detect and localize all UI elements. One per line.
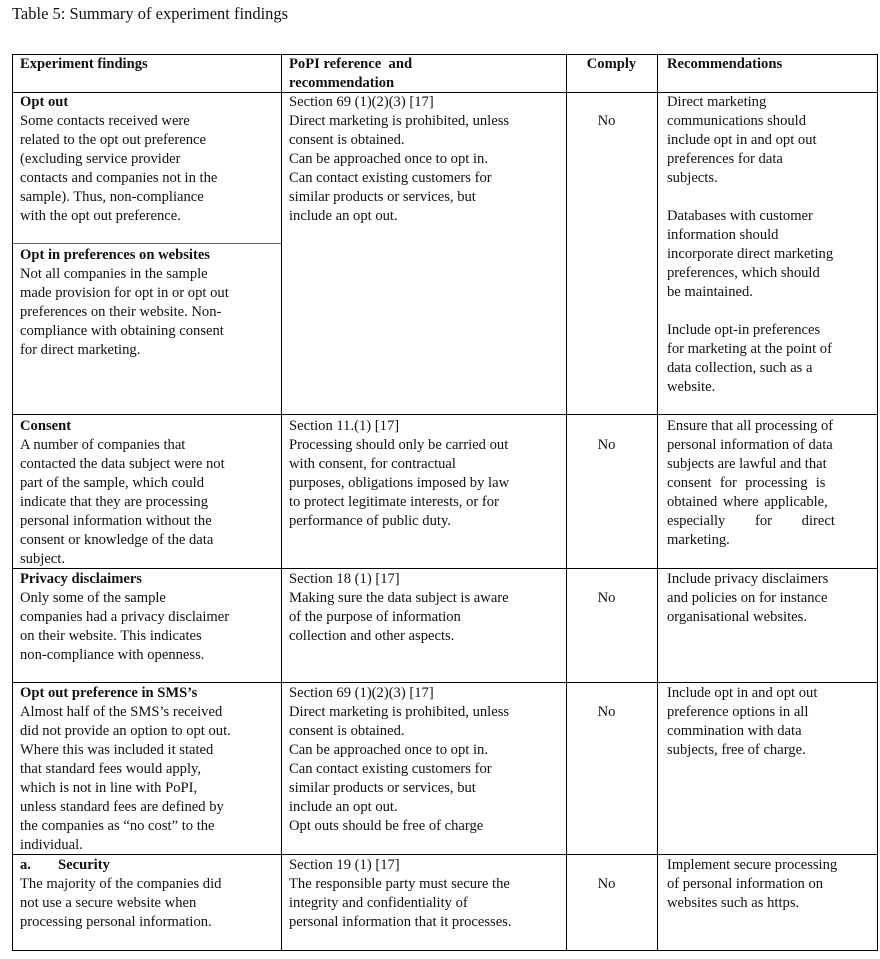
finding-line: that standard fees would apply,	[20, 761, 202, 777]
finding-line: for direct marketing.	[20, 342, 141, 358]
popi-line: similar products or services, but	[289, 780, 476, 796]
rec-line: especially for direct	[667, 513, 835, 529]
row-3-recommendations	[667, 570, 828, 627]
finding-line: (excluding service provider	[20, 151, 181, 167]
finding-line: the companies as “no cost” to the	[20, 818, 215, 834]
finding-line: companies had a privacy disclaimer	[20, 609, 230, 625]
popi-line: consent is obtained.	[289, 132, 405, 148]
finding-line: Almost half of the SMS’s received	[20, 704, 223, 720]
popi-section-ref: Section 69 (1)(2)(3) [17]	[289, 685, 434, 701]
rec-line: Implement secure processing	[667, 857, 838, 873]
popi-line: Direct marketing is prohibited, unless	[289, 113, 510, 129]
finding-line: indicate that they are processing	[20, 494, 209, 510]
finding-line: personal information without the	[20, 513, 212, 529]
row-4-recommendations	[667, 684, 817, 760]
finding-line: Where this was included it stated	[20, 742, 214, 758]
rec-line: of personal information on	[667, 876, 824, 892]
popi-section-ref: Section 19 (1) [17]	[289, 857, 400, 873]
popi-line: The responsible party must secure the	[289, 876, 510, 892]
col-divider-2	[566, 54, 567, 951]
finding-list-marker: a.	[20, 857, 31, 873]
finding-title: Consent	[20, 418, 72, 434]
row-3-comply: No	[597, 590, 616, 606]
row-1-comply: No	[597, 113, 616, 129]
finding-line: with the opt out preference.	[20, 208, 181, 224]
popi-line: Can contact existing customers for	[289, 761, 492, 777]
row-1-popi	[289, 93, 509, 226]
popi-line: Making sure the data subject is aware	[289, 590, 509, 606]
finding-line: The majority of the companies did	[20, 876, 222, 892]
popi-line: performance of public duty.	[289, 513, 451, 529]
row-2-popi	[289, 417, 509, 531]
row-1-recommendations	[667, 93, 833, 397]
rec-line: subjects.	[667, 170, 718, 186]
finding-line: contacts and companies not in the	[20, 170, 218, 186]
finding-line: non-compliance with openness.	[20, 647, 205, 663]
rec-line: personal information of data	[667, 437, 833, 453]
popi-line: consent is obtained.	[289, 723, 405, 739]
row-5-popi	[289, 856, 512, 932]
finding-line: unless standard fees are defined by	[20, 799, 224, 815]
header-comply: Comply	[586, 56, 637, 72]
popi-line: Opt outs should be free of charge	[289, 818, 484, 834]
finding-title	[20, 856, 221, 875]
rec-line: include opt in and opt out	[667, 132, 817, 148]
finding-title: Opt out	[20, 94, 69, 110]
finding-title: Privacy disclaimers	[20, 571, 142, 587]
popi-line: purposes, obligations imposed by law	[289, 475, 510, 491]
rec-line: Include privacy disclaimers	[667, 571, 829, 587]
row-4-comply: No	[597, 704, 616, 720]
finding-title: Opt in preferences on websites	[20, 247, 210, 263]
finding-line: subject.	[20, 551, 65, 567]
rec-line: organisational websites.	[667, 609, 807, 625]
row-4-popi	[289, 684, 509, 836]
rec-line: incorporate direct marketing	[667, 246, 834, 262]
row-3-findings	[20, 570, 229, 665]
row-1-bottom-border	[12, 414, 878, 415]
rec-line: Include opt-in preferences	[667, 322, 821, 338]
table-bottom-border	[12, 950, 878, 951]
row-5-findings	[20, 856, 221, 932]
row-5-comply: No	[597, 876, 616, 892]
table-caption: Table 5: Summary of experiment findings	[12, 4, 289, 23]
rec-line: consent for processing is	[667, 475, 826, 491]
finding-line: compliance with obtaining consent	[20, 323, 224, 339]
popi-line: to protect legitimate interests, or for	[289, 494, 499, 510]
finding-line: not use a secure website when	[20, 895, 197, 911]
rec-line: Include opt in and opt out	[667, 685, 818, 701]
row-2-recommendations	[667, 417, 857, 550]
popi-line: Processing should only be carried out	[289, 437, 509, 453]
popi-line: personal information that it processes.	[289, 914, 512, 930]
header-popi-line1: PoPI reference and	[289, 56, 413, 72]
popi-line: Can be approached once to opt in.	[289, 151, 488, 167]
finding-line: which is not in line with PoPI,	[20, 780, 198, 796]
finding-title-text: Security	[58, 857, 110, 873]
header-findings: Experiment findings	[20, 56, 148, 72]
popi-section-ref: Section 69 (1)(2)(3) [17]	[289, 94, 434, 110]
table-right-border	[877, 54, 878, 951]
col-divider-3	[657, 54, 658, 951]
row-3-popi	[289, 570, 509, 646]
popi-line: include an opt out.	[289, 208, 398, 224]
opt-subrow-divider	[12, 243, 281, 244]
finding-line: preferences on their website. Non-	[20, 304, 222, 320]
finding-line: A number of companies that	[20, 437, 186, 453]
popi-section-ref: Section 18 (1) [17]	[289, 571, 400, 587]
popi-line: of the purpose of information	[289, 609, 461, 625]
popi-line: Can contact existing customers for	[289, 170, 492, 186]
rec-line: subjects are lawful and that	[667, 456, 827, 472]
rec-line: subjects, free of charge.	[667, 742, 806, 758]
popi-line: include an opt out.	[289, 799, 398, 815]
finding-title: Opt out preference in SMS’s	[20, 685, 198, 701]
finding-line: did not provide an option to opt out.	[20, 723, 231, 739]
row-4-findings	[20, 684, 231, 855]
rec-line: commination with data	[667, 723, 802, 739]
rec-line: Databases with customer	[667, 208, 813, 224]
finding-line: Not all companies in the sample	[20, 266, 208, 282]
popi-line: Can be approached once to opt in.	[289, 742, 488, 758]
popi-line: similar products or services, but	[289, 189, 476, 205]
rec-line: obtained where applicable,	[667, 494, 828, 510]
header-popi	[289, 55, 412, 93]
finding-line: sample). Thus, non-compliance	[20, 189, 204, 205]
rec-line: websites such as https.	[667, 895, 800, 911]
finding-line: part of the sample, which could	[20, 475, 204, 491]
header-recommendations: Recommendations	[667, 56, 783, 72]
finding-line: made provision for opt in or opt out	[20, 285, 229, 301]
popi-section-ref: Section 11.(1) [17]	[289, 418, 400, 434]
rec-line: marketing.	[667, 532, 730, 548]
rec-line: Direct marketing	[667, 94, 767, 110]
rec-line: communications should	[667, 113, 807, 129]
finding-line: contacted the data subject were not	[20, 456, 225, 472]
popi-line: Direct marketing is prohibited, unless	[289, 704, 510, 720]
finding-line: processing personal information.	[20, 914, 212, 930]
finding-line: consent or knowledge of the data	[20, 532, 214, 548]
row-1-findings-optout	[20, 93, 217, 226]
row-5-recommendations	[667, 856, 837, 913]
finding-line: Some contacts received were	[20, 113, 190, 129]
table-left-border	[12, 54, 13, 951]
popi-line: collection and other aspects.	[289, 628, 455, 644]
rec-line: preference options in all	[667, 704, 809, 720]
rec-line: preferences, which should	[667, 265, 820, 281]
popi-line: integrity and confidentiality of	[289, 895, 468, 911]
rec-line: information should	[667, 227, 779, 243]
finding-line: individual.	[20, 837, 83, 853]
row-2-findings	[20, 417, 225, 569]
finding-line: Only some of the sample	[20, 590, 166, 606]
col-divider-1	[281, 54, 282, 951]
rec-line: Ensure that all processing of	[667, 418, 834, 434]
row-1-findings-optin	[20, 246, 229, 360]
row-2-comply: No	[597, 437, 616, 453]
rec-line: preferences for data	[667, 151, 783, 167]
rec-line: data collection, such as a	[667, 360, 813, 376]
rec-line: for marketing at the point of	[667, 341, 832, 357]
header-popi-line2: recommendation	[289, 75, 395, 91]
popi-line: with consent, for contractual	[289, 456, 456, 472]
row-3-bottom-border	[12, 682, 878, 683]
rec-line: be maintained.	[667, 284, 753, 300]
rec-line: and policies on for instance	[667, 590, 828, 606]
rec-line: website.	[667, 379, 716, 395]
finding-line: on their website. This indicates	[20, 628, 202, 644]
finding-line: related to the opt out preference	[20, 132, 206, 148]
